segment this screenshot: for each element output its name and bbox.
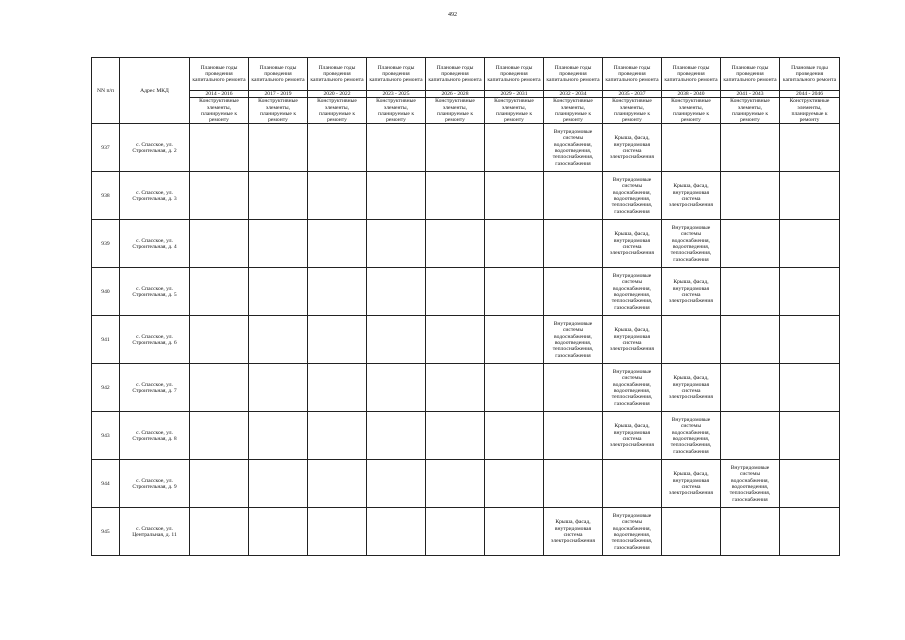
table-cell (485, 268, 544, 316)
header-elements-label: Конструктивные элементы, планируемые к ремонту (485, 98, 544, 124)
row-number: 938 (92, 172, 120, 220)
table-cell: Внутридомовые системы водоснабжения, водоотведения, теплоснабжения, газоснабжения (544, 124, 603, 172)
header-years-label: Плановые годы проведения капитального ремонта (190, 58, 249, 91)
header-num: NN п/п (92, 58, 120, 124)
table-cell (308, 124, 367, 172)
table-cell (721, 172, 780, 220)
header-row-periods (92, 91, 840, 98)
header-period: 2038 - 2040 (662, 91, 721, 98)
row-number: 941 (92, 316, 120, 364)
table-cell: Внутридомовые системы водоснабжения, водоотведения, теплоснабжения, газоснабжения (662, 412, 721, 460)
header-years-label: Плановые годы проведения капитального ремонта (721, 58, 780, 91)
row-address: с. Спасское, ул. Строительная, д. 2 (120, 124, 190, 172)
table-cell (780, 268, 840, 316)
header-years-label: Плановые годы проведения капитального ремонта (367, 58, 426, 91)
table-cell: Внутридомовые системы водоснабжения, водоотведения, теплоснабжения, газоснабжения (603, 172, 662, 220)
table-cell: Крыша, фасад, внутридомовая система электроснабжения (603, 412, 662, 460)
header-years-label: Плановые годы проведения капитального ремонта (426, 58, 485, 91)
table-cell (485, 124, 544, 172)
table-cell (249, 412, 308, 460)
table-cell: Внутридомовые системы водоснабжения, водоотведения, теплоснабжения, газоснабжения (603, 508, 662, 556)
table-row (92, 124, 840, 172)
table-cell: Внутридомовые системы водоснабжения, водоотведения, теплоснабжения, газоснабжения (603, 268, 662, 316)
table-cell (308, 172, 367, 220)
table-cell (190, 172, 249, 220)
header-elements-label: Конструктивные элементы, планируемые к ремонту (603, 98, 662, 124)
header-period: 2023 - 2025 (367, 91, 426, 98)
table-cell (780, 364, 840, 412)
table-cell (485, 220, 544, 268)
table-cell (367, 412, 426, 460)
table-cell (485, 412, 544, 460)
table-cell (367, 316, 426, 364)
table-cell (426, 268, 485, 316)
page-number: 492 (448, 12, 457, 18)
table-cell: Крыша, фасад, внутридомовая система электроснабжения (603, 316, 662, 364)
header-elements-label: Конструктивные элементы, планируемые к ремонту (190, 98, 249, 124)
header-years-label: Плановые годы проведения капитального ремонта (485, 58, 544, 91)
table-cell (190, 460, 249, 508)
table-cell (426, 124, 485, 172)
table-cell: Крыша, фасад, внутридомовая система электроснабжения (662, 460, 721, 508)
row-address: с. Спасское, ул. Строительная, д. 9 (120, 460, 190, 508)
table-cell (249, 124, 308, 172)
header-elements-label: Конструктивные элементы, планируемые к ремонту (249, 98, 308, 124)
table-cell (780, 124, 840, 172)
row-number: 944 (92, 460, 120, 508)
table-cell (780, 508, 840, 556)
header-years-label: Плановые годы проведения капитального ремонта (603, 58, 662, 91)
table-cell (190, 364, 249, 412)
table-cell (721, 124, 780, 172)
header-address: Адрес МКД (120, 58, 190, 124)
table-cell: Крыша, фасад, внутридомовая система электроснабжения (662, 364, 721, 412)
table-cell (190, 268, 249, 316)
header-elements-label: Конструктивные элементы, планируемые к ремонту (721, 98, 780, 124)
header-elements-label: Конструктивные элементы, планируемые к ремонту (544, 98, 603, 124)
table-cell: Внутридомовые системы водоснабжения, водоотведения, теплоснабжения, газоснабжения (662, 220, 721, 268)
table-cell (780, 460, 840, 508)
table-cell (485, 460, 544, 508)
header-years-label: Плановые годы проведения капитального ремонта (780, 58, 840, 91)
table-cell (190, 220, 249, 268)
header-years-label: Плановые годы проведения капитального ремонта (662, 58, 721, 91)
table-cell (780, 172, 840, 220)
row-number: 942 (92, 364, 120, 412)
row-address: с. Спасское, ул. Строительная, д. 3 (120, 172, 190, 220)
table-cell (544, 412, 603, 460)
table-cell (721, 412, 780, 460)
row-number: 940 (92, 268, 120, 316)
table-cell (426, 412, 485, 460)
table-cell (780, 316, 840, 364)
header-elements-label: Конструктивные элементы, планируемые к ремонту (308, 98, 367, 124)
row-number: 943 (92, 412, 120, 460)
header-elements-label: Конструктивные элементы, планируемые к ремонту (426, 98, 485, 124)
table-cell (426, 364, 485, 412)
table-cell (426, 460, 485, 508)
header-period: 2014 - 2016 (190, 91, 249, 98)
header-period: 2032 - 2034 (544, 91, 603, 98)
header-period: 2029 - 2031 (485, 91, 544, 98)
table-cell (308, 268, 367, 316)
header-period: 2020 - 2022 (308, 91, 367, 98)
table-body (92, 124, 840, 556)
table-cell (249, 460, 308, 508)
header-period: 2044 - 2046 (780, 91, 840, 98)
table-cell (544, 364, 603, 412)
table-cell (544, 460, 603, 508)
table-cell (367, 508, 426, 556)
header-years-label: Плановые годы проведения капитального ремонта (308, 58, 367, 91)
header-elements-label: Конструктивные элементы, планируемые к ремонту (662, 98, 721, 124)
table-cell (721, 220, 780, 268)
table-cell (249, 508, 308, 556)
table-cell (603, 460, 662, 508)
row-address: с. Спасское, ул. Строительная, д. 6 (120, 316, 190, 364)
header-period: 2026 - 2028 (426, 91, 485, 98)
table-cell (780, 412, 840, 460)
header-row-elements-label (92, 98, 840, 124)
table-cell (190, 412, 249, 460)
table-cell (249, 220, 308, 268)
table-cell (249, 316, 308, 364)
header-period: 2041 - 2043 (721, 91, 780, 98)
table-cell (367, 268, 426, 316)
table-cell (190, 316, 249, 364)
table-row (92, 268, 840, 316)
header-row-years-label (92, 58, 840, 91)
header-years-label: Плановые годы проведения капитального ремонта (544, 58, 603, 91)
row-address: с. Спасское, ул. Строительная, д. 5 (120, 268, 190, 316)
table-row (92, 316, 840, 364)
table-row (92, 412, 840, 460)
table-cell (249, 268, 308, 316)
table-cell (308, 316, 367, 364)
row-address: с. Спасское, ул. Центральная, д. 11 (120, 508, 190, 556)
repair-schedule-table (91, 57, 840, 556)
row-number: 945 (92, 508, 120, 556)
row-number: 939 (92, 220, 120, 268)
header-elements-label: Конструктивные элементы, планируемые к ремонту (367, 98, 426, 124)
table-cell (662, 508, 721, 556)
row-address: с. Спасское, ул. Строительная, д. 8 (120, 412, 190, 460)
table-cell (780, 220, 840, 268)
row-address: с. Спасское, ул. Строительная, д. 4 (120, 220, 190, 268)
table-cell (308, 508, 367, 556)
table-cell (190, 124, 249, 172)
table-cell (367, 364, 426, 412)
table-cell (485, 508, 544, 556)
table-cell: Внутридомовые системы водоснабжения, водоотведения, теплоснабжения, газоснабжения (544, 316, 603, 364)
table-cell (249, 364, 308, 412)
table-row (92, 508, 840, 556)
table-cell (426, 508, 485, 556)
table-cell (662, 316, 721, 364)
table-cell (426, 316, 485, 364)
table-cell (308, 220, 367, 268)
table-cell: Внутридомовые системы водоснабжения, водоотведения, теплоснабжения, газоснабжения (603, 364, 662, 412)
table-cell (485, 364, 544, 412)
table-cell (367, 460, 426, 508)
table-cell: Крыша, фасад, внутридомовая система электроснабжения (603, 124, 662, 172)
table-cell (721, 316, 780, 364)
header-period: 2035 - 2037 (603, 91, 662, 98)
table-cell: Крыша, фасад, внутридомовая система электроснабжения (603, 220, 662, 268)
table-cell (721, 508, 780, 556)
table-cell (721, 364, 780, 412)
table-cell (367, 124, 426, 172)
table-cell (662, 124, 721, 172)
table-cell (367, 220, 426, 268)
table-cell (308, 460, 367, 508)
row-address: с. Спасское, ул. Строительная, д. 7 (120, 364, 190, 412)
table-cell (426, 172, 485, 220)
table-cell (485, 172, 544, 220)
table-row (92, 220, 840, 268)
table-row (92, 172, 840, 220)
table-cell (426, 220, 485, 268)
table-cell (544, 268, 603, 316)
table-cell (190, 508, 249, 556)
table-cell (485, 316, 544, 364)
header-years-label: Плановые годы проведения капитального ремонта (249, 58, 308, 91)
table-cell (308, 364, 367, 412)
table-cell (308, 412, 367, 460)
table-cell (249, 172, 308, 220)
table-cell: Крыша, фасад, внутридомовая система электроснабжения (544, 508, 603, 556)
header-elements-label: Конструктивные элементы, планируемые к ремонту (780, 98, 840, 124)
table-cell (367, 172, 426, 220)
header-period: 2017 - 2019 (249, 91, 308, 98)
table-cell (544, 172, 603, 220)
table-cell: Крыша, фасад, внутридомовая система электроснабжения (662, 172, 721, 220)
table-cell: Крыша, фасад, внутридомовая система электроснабжения (662, 268, 721, 316)
table-row (92, 364, 840, 412)
table-cell (721, 268, 780, 316)
table-cell (544, 220, 603, 268)
table-row (92, 460, 840, 508)
row-number: 937 (92, 124, 120, 172)
table-cell: Внутридомовые системы водоснабжения, водоотведения, теплоснабжения, газоснабжения (721, 460, 780, 508)
